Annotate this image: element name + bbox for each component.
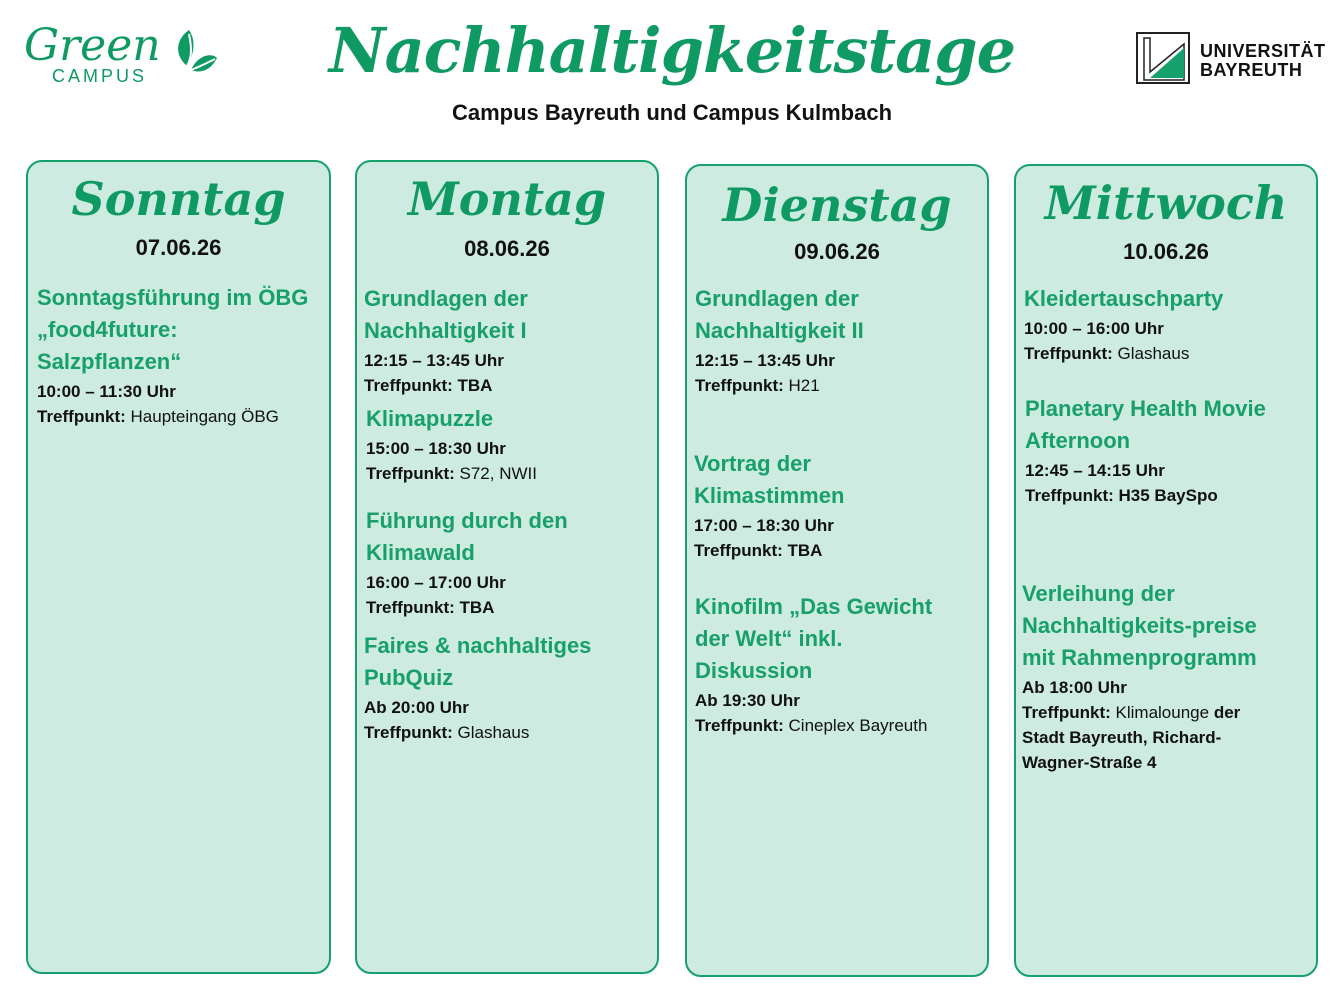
meeting-location: TBA: [457, 376, 493, 395]
meeting-location: Cineplex Bayreuth: [788, 716, 928, 735]
event-place: [1025, 483, 1310, 508]
event-time: 12:45 – 14:15 Uhr: [1025, 461, 1165, 480]
meeting-location: Klimalounge: [1115, 703, 1210, 722]
meeting-label: Treffpunkt:: [364, 723, 453, 742]
day-card-mittwoch: [1014, 164, 1318, 977]
event-time: Ab 20:00 Uhr: [364, 698, 469, 717]
event-place: [695, 713, 980, 738]
event-place: [1022, 700, 1272, 775]
event-time: 15:00 – 18:30 Uhr: [366, 439, 506, 458]
meeting-location: TBA: [787, 541, 823, 560]
event-place: [366, 595, 636, 620]
page-subtitle: Campus Bayreuth und Campus Kulmbach: [451, 100, 893, 125]
event-place: [694, 538, 964, 563]
day-card-montag: [355, 160, 659, 974]
event-title: Planetary Health Movie Afternoon: [1025, 396, 1266, 453]
event-time: Ab 18:00 Uhr: [1022, 678, 1127, 697]
day-card-dienstag: [685, 164, 989, 977]
event-place: [695, 373, 965, 398]
meeting-location-detail: der Stadt Bayreuth, Richard-Wagner-Straße 4: [1022, 703, 1241, 772]
event-place: [364, 720, 644, 745]
logo-green-word: Green: [24, 20, 161, 71]
event: [1025, 393, 1310, 508]
event-title: Faires & nachhaltiges PubQuiz: [364, 633, 592, 690]
meeting-location: Glashaus: [457, 723, 530, 742]
university-name: [1200, 42, 1326, 80]
event-title: Grundlagen der Nachhaltigkeit II: [695, 286, 864, 343]
event: [366, 505, 636, 620]
meeting-label: Treffpunkt:: [1022, 703, 1111, 722]
event-place: [366, 461, 636, 486]
event: [1022, 578, 1292, 775]
meeting-location: Glashaus: [1117, 344, 1190, 363]
event-title: Vortrag der Klimastimmen: [694, 451, 845, 508]
event: [37, 282, 327, 429]
event-time: 16:00 – 17:00 Uhr: [366, 573, 506, 592]
event: [366, 403, 636, 486]
event-title: Grundlagen der Nachhaltigkeit I: [364, 286, 528, 343]
university-logo-mark: [1136, 32, 1190, 84]
logo-campus-word: CAMPUS: [52, 66, 148, 86]
day-date: 07.06.26: [135, 235, 222, 260]
event-place: [364, 373, 634, 398]
meeting-location: H21: [788, 376, 820, 395]
day-name: Sonntag: [71, 172, 286, 226]
event-title: Klimapuzzle: [366, 406, 494, 431]
meeting-location: H35 BaySpo: [1118, 486, 1218, 505]
day-card-sonntag: [26, 160, 331, 974]
meeting-label: Treffpunkt:: [364, 376, 453, 395]
day-date: 09.06.26: [794, 239, 880, 264]
event-title: Verleihung der Nachhaltigkeits-preise mit Rahmenprogramm: [1022, 581, 1257, 670]
day-name: Montag: [407, 172, 607, 226]
day-date: 10.06.26: [1123, 239, 1209, 264]
meeting-label: Treffpunkt:: [695, 716, 784, 735]
university-name-line2: BAYREUTH: [1200, 60, 1303, 80]
event-title: Führung durch den Klimawald: [366, 508, 568, 565]
event-time: 10:00 – 16:00 Uhr: [1024, 319, 1164, 338]
event-time: 12:15 – 13:45 Uhr: [364, 351, 504, 370]
event: [1024, 283, 1309, 366]
meeting-label: Treffpunkt:: [366, 464, 455, 483]
day-name: Mittwoch: [1044, 176, 1288, 230]
meeting-location: Haupteingang ÖBG: [130, 407, 279, 426]
meeting-label: Treffpunkt:: [1024, 344, 1113, 363]
page-title: Nachhaltigkeitstage: [328, 14, 1016, 87]
event-time: 17:00 – 18:30 Uhr: [694, 516, 834, 535]
event-time: 12:15 – 13:45 Uhr: [695, 351, 835, 370]
meeting-label: Treffpunkt:: [695, 376, 784, 395]
event: [364, 630, 644, 745]
event-place: [1024, 341, 1309, 366]
meeting-label: Treffpunkt:: [366, 598, 455, 617]
event-title: Kinofilm „Das Gewicht der Welt“ inkl. Diskussion: [695, 594, 933, 683]
meeting-location: S72, NWII: [459, 464, 537, 483]
event-title: Kleidertauschparty: [1024, 286, 1224, 311]
meeting-location: TBA: [459, 598, 495, 617]
event: [694, 448, 964, 563]
event: [364, 283, 634, 398]
event: [695, 591, 980, 738]
meeting-label: Treffpunkt:: [37, 407, 126, 426]
meeting-label: Treffpunkt:: [1025, 486, 1114, 505]
meeting-label: Treffpunkt:: [694, 541, 783, 560]
day-name: Dienstag: [722, 178, 952, 232]
university-logo: [1136, 32, 1326, 86]
event: [695, 283, 965, 398]
day-date: 08.06.26: [464, 236, 550, 261]
event-time: Ab 19:30 Uhr: [695, 691, 800, 710]
event-time: 10:00 – 11:30 Uhr: [37, 382, 176, 401]
event-title: Sonntagsführung im ÖBG „food4future: Salzpflanzen“: [37, 285, 309, 374]
event-place: [37, 404, 327, 429]
university-name-line1: UNIVERSITÄT: [1200, 41, 1326, 61]
